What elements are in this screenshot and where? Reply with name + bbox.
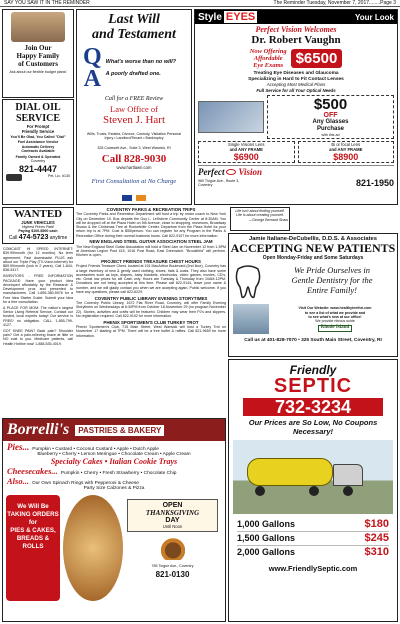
eyes-brand2: EYES xyxy=(225,11,256,23)
borrelli-ad xyxy=(2,418,226,622)
lawyer-web[interactable]: www.hartlawri.com xyxy=(116,164,152,170)
septic-web[interactable]: www.FriendlySeptic.com xyxy=(268,564,358,573)
quote-author: —George Bernard Shaw xyxy=(248,217,288,222)
dial-f3: Contracts Available xyxy=(21,148,55,153)
bulletin-head: PROJECT FRIENDS TREASURE CHEST HOURS xyxy=(101,259,201,265)
wanted-ad xyxy=(2,207,74,244)
price-value: $245 xyxy=(364,532,389,544)
dentist-ortho: We provide nitrous oxide xyxy=(315,319,355,324)
bulletin-body: The New England Steel Guitar Association will hold a Steel Jam on November 12 from 1-5PM at American Legion Post 415, 1016 Post Road, East Greenwich. "Brookfield" will perform. Kitchen is open. xyxy=(76,244,226,258)
orders-line: ROLLS xyxy=(22,543,44,550)
card-logos xyxy=(77,188,191,206)
price-row xyxy=(237,532,389,546)
orders-line: PIES & CAKES, xyxy=(10,527,56,534)
dentist-visit[interactable]: Visit Our Website: www.healthyteethri.com xyxy=(298,306,372,311)
lawyer-ad xyxy=(76,9,192,205)
dial-oil-name1: DIAL OIL xyxy=(15,102,61,113)
borrelli-name: Borrelli's xyxy=(7,421,70,438)
borrelli-also-list2: Party Size Calzones & Pizza xyxy=(83,486,145,491)
dial-f2: Automatic Delivery xyxy=(21,144,55,149)
eyes-medical: Accepting Most Medical Plans xyxy=(266,82,326,88)
dentist-slogan3: Entire Family! xyxy=(307,285,357,295)
visa-icon xyxy=(122,195,132,201)
wanted-call: Call xyxy=(8,234,18,241)
dentist-free: to see a list of what we provide and xyxy=(304,310,366,315)
septic-ad xyxy=(228,359,398,622)
borrelli-cheesecakes: Cheesecakes... xyxy=(7,466,58,476)
lawyer-phone: Call 828-9030 xyxy=(101,152,167,165)
eyes-brand3: Your Look xyxy=(355,13,394,22)
eyes-welcome: Perfect Vision Welcomes xyxy=(255,25,337,34)
bulletin-column xyxy=(76,207,226,416)
bulletin-head: COVENTRY PARKS & RECREATION TRIPS xyxy=(106,207,196,212)
classified-item: COMCAST HI SPEED INTERNET: $39.99/month (for 12 months). No term agreement. Fast downloads! PLUS ask about our Triple Play (TV-Voice-Internet) for $89.99/month (lock in 2 years). Call 1-844-838-5317. xyxy=(3,247,73,273)
eyes-office-photo xyxy=(198,101,264,133)
borrelli-also: Also... xyxy=(7,476,29,486)
eyes-single-frame: and ANY FRAME xyxy=(229,147,263,153)
classified-item: INVENTORS - FREE INFORMATION PACKAGE: Have your product idea developed affordably by the Research & Development pros and presented to manufacturers. Call 1-855-380-5976 for a Free Idea Starter Guide. Submit your idea for a free consultation. xyxy=(3,274,73,305)
price-value: $180 xyxy=(364,518,389,530)
dentist-hours: Open Monday-Friday and Some Saturdays xyxy=(262,255,364,261)
eyes-coupon-amount: $500 xyxy=(313,96,348,113)
orders-line: BREADS & xyxy=(16,535,50,542)
bulletin-body: Project Friends Treasure Chest, located at 191 MacArthur Boulevard (2nd floor), Coventry has a large inventory of new & gently used clothing, shoes, hats & coats. They also have some accessories such as toys, diapers, baby blankets, electronics, video games, movies, CD's, etc. Great low prices for all! Cash only. Hours are Tuesday & Thursday from 10AM-12PM. Donations are not being accepted at this time. Please call 822-9144, leave your name & number, and we will gladly contact you when we are accepting again. Public welcome. If you have any questions, please call 822-6229. xyxy=(76,264,226,295)
family-photo xyxy=(233,304,269,334)
eyes-coupon-off: OFF xyxy=(323,112,338,119)
price-value: $310 xyxy=(364,546,389,558)
eyes-doctor: Dr. Robert Vaughn xyxy=(251,34,341,46)
borrelli-address: 785 Tiogue Ave., Coventry xyxy=(151,564,194,568)
thanksgiving-sign xyxy=(127,499,218,532)
truck-icon xyxy=(247,458,367,498)
quote-box xyxy=(230,207,290,231)
eyes-single-label: Single Visions Lens xyxy=(228,142,265,148)
eyes-exam-price: $6500 xyxy=(291,49,343,68)
happy-line3: of Customers xyxy=(18,60,58,68)
lawyer-answer: A poorly drafted one. xyxy=(105,71,161,77)
lawyer-address: 328 Cowesett Ave., Suite 3, West Warwick, RI xyxy=(97,145,171,150)
dentist-address: Call us at 401-828-7070 • 325 South Main Street, Coventry, RI xyxy=(244,338,382,343)
dentist-ad xyxy=(228,233,398,357)
eyes-vision: Vision xyxy=(238,167,262,178)
eyes-now2: Affordable xyxy=(253,55,283,62)
bulletin-body: Phenix Sportsmen's Club, 715 Main Street, West Warwick will host a Turkey Trot on November 17 starting at 7PM. There will be a free buffet & raffles. Call 821-9659 for more information. xyxy=(76,324,226,338)
septic-phone: 732-3234 xyxy=(243,398,383,416)
classified-item: A PLACE FOR MOM: The nation's largest Senior Living Referral Service. Contact our trusted, local experts today! Our service is FREE/ no obligation. CALL 1-855-799-4127. xyxy=(3,305,73,328)
q-letter: Q xyxy=(83,44,102,70)
dial-town: Coventry xyxy=(30,159,46,164)
open-line2: THANKSGIVING xyxy=(145,509,200,517)
borrelli-specialty: Specialty Cakes • Italian Cookie Trays xyxy=(50,457,178,466)
bulletin-head: PHENIX SPORTSMEN'S CLUB TURKEY TROT xyxy=(103,319,199,325)
eyes-now3: Eye Exams xyxy=(253,62,284,69)
price-label: 2,000 Gallons xyxy=(237,547,296,557)
happy-line2: Happy Family xyxy=(16,52,60,60)
header-right: The Reminder Tuesday, November 7, 2017........Page 3 xyxy=(273,0,396,6)
wanted-highest: Highest Prices Paid! xyxy=(21,225,55,229)
wanted-phone: 474-5723 xyxy=(18,233,49,241)
bulletin-head: COVENTRY PUBLIC LIBRARY EVENING STORYTIMES xyxy=(94,295,208,301)
family-photo xyxy=(11,12,65,42)
lawyer-question: What's worse than no will? xyxy=(105,59,177,65)
bulletin-head: NEW ENGLAND STEEL GUITAR ASSOCIATION STEEL JAM xyxy=(89,239,213,245)
borrelli-pies-list2: Blueberry • Cherry • Lemon Meringue • Chocolate Cream • Apple Cream xyxy=(37,452,191,457)
dentist-name: Jamie Italiane-DeCubellis, D.D.S. & Associates xyxy=(248,236,377,242)
bulletin-body: The Coventry Parks and Recreation Department will host a trip by motor coach to New York City on December 10. Bus departs the Guy L. LeSsbvre Community Center at 8:30AM. You will be dropped off at the Plaza Hotel on 5th Avenue, close to shopping, museums, Broadway Shows & the Christmas Tree at Rockefeller Center. Departure from the Plaza Hotel for your return trip is at 7PM. Cost is $55/person. You can register for any Program in the Parks & Recreation Office during their normal business hours. Call 822-9107 for more information. xyxy=(76,212,226,238)
wanted-anytime: anytime xyxy=(49,234,68,241)
classifieds-column xyxy=(3,247,73,415)
borrelli-pies: Pies... xyxy=(7,442,30,452)
eyes-store-address: 960 Tiogue Ave., Route 3, Coventry xyxy=(198,179,240,188)
eyes-treating: Treating Eye Diseases and Glaucoma xyxy=(253,71,339,76)
lawyer-firm: Law Office of xyxy=(110,104,158,114)
dial-oil-name2: SERVICE xyxy=(15,113,61,124)
open-line4: Until Noon xyxy=(162,524,183,529)
lawyer-consult: First Consultation at No Charge xyxy=(91,177,177,185)
open-line3: DAY xyxy=(165,517,180,524)
style-eyes-ad xyxy=(194,9,398,205)
eyes-coupon-purchase: Purchase xyxy=(316,126,344,132)
eyes-perfect: Perfect xyxy=(198,167,225,178)
header-left: SAY YOU SAW IT IN THE REMINDER xyxy=(4,0,90,6)
dentist-slogan1: We Pride Ourselves in xyxy=(294,265,370,275)
lawyer-call: Call for a FREE Review xyxy=(104,96,164,102)
borrelli-pies-list: Pumpkin • Custard • Coconut Custard • Apple • Dutch Apple xyxy=(32,447,159,452)
dial-oil-ad xyxy=(2,99,74,205)
pastry-photo xyxy=(63,495,123,601)
septic-slogan: Our Prices are So Low, No Coupons Necessary! xyxy=(248,418,378,436)
orders-line: TAKING ORDERS xyxy=(7,511,59,518)
borrelli-phone: 821-0130 xyxy=(155,570,190,580)
happy-sub: Ask about our flexible budget plans! xyxy=(9,70,67,74)
eyes-bifocal-frame: and ANY FRAME xyxy=(329,147,363,153)
fuel-truck-icon xyxy=(6,174,22,181)
dial-f1: Fuel Assistance Vendor xyxy=(17,140,59,145)
septic-brand2: SEPTIC xyxy=(273,375,353,397)
eyes-bifocal-price: $8900 xyxy=(333,152,359,163)
eyes-store-phone: 821-1950 xyxy=(355,178,394,189)
borrelli-cheese-list: Pumpkin • Cherry • Fresh Strawberry • Chocolate Chip xyxy=(60,471,177,476)
eyes-brand1: Style xyxy=(198,12,222,23)
wanted-title: WANTED xyxy=(13,208,63,220)
page-header xyxy=(0,0,400,7)
open-line1: OPEN xyxy=(162,502,183,509)
classified-item: GOT KNEE PAIN? Back pain? Shoulder pain? Get a pain-relieving brace at little or NO cost to you. Medicare patients, call Health Hotline now! 1-888-535-4019. xyxy=(3,328,73,346)
tooth-icon xyxy=(233,265,263,299)
dentist-offer: to see what's new at our office! xyxy=(308,314,362,319)
eyes-full: Full Service for all Your Optical Needs xyxy=(256,87,336,93)
quote-text: Life isn't about finding yourself. Life is about creating yourself. xyxy=(235,209,285,218)
septic-truck-image xyxy=(233,440,393,514)
dial-f4: Family Owned & Operated xyxy=(15,155,61,160)
orders-line: for xyxy=(28,519,38,526)
happy-line1: Join Our xyxy=(24,44,52,52)
borrelli-tag: PASTRIES & BAKERY xyxy=(75,425,164,436)
dial-phone: 821-4447 xyxy=(18,163,58,174)
eyes-bifocal-label: Bi or focal Lens xyxy=(331,142,361,148)
dial-lic: Pet. Lic. #130 xyxy=(48,173,70,178)
eyes-single-price: $6900 xyxy=(233,152,259,163)
septic-brand1: Friendly xyxy=(289,363,337,377)
lawyer-services: Wills, Trusts, Estates, Divorce, Custody, Visitation Personal Injury • Landlord/Tenant • Bankruptcy xyxy=(86,132,182,141)
dial-quote: You'll Be Glad, You Called "Dial" xyxy=(10,135,66,139)
happy-family-ad xyxy=(2,9,74,98)
eyes-coupon-any: Any Glasses xyxy=(312,119,349,125)
turkey-icon xyxy=(159,536,187,560)
eyes-coupon-note: with this ad xyxy=(321,133,340,137)
eyes-specializing: Specializing in Hard to Fit Contact Lenses xyxy=(248,76,344,82)
dial-tag2: Friendly Service xyxy=(21,129,55,134)
price-row xyxy=(237,518,389,532)
orders-line: We Will Be xyxy=(17,503,49,510)
eyes-now1: Now Offering xyxy=(249,48,287,55)
wanted-paying: Paying $100-$500 cash xyxy=(18,229,58,234)
dentist-accepting: ACCEPTING NEW PATIENTS xyxy=(230,241,396,255)
price-label: 1,500 Gallons xyxy=(237,533,296,543)
will-title2: and Testament xyxy=(92,27,176,42)
mastercard-icon xyxy=(136,195,146,201)
dentist-slogan2: Gentle Dentistry for the xyxy=(291,275,373,285)
dial-tag1: For Prompt xyxy=(26,124,50,129)
wanted-sub: JUNK VEHICLES xyxy=(21,220,55,225)
lawyer-name: Steven J. Hart xyxy=(102,114,165,126)
rhode-island-badge: Rhode Island xyxy=(318,325,352,331)
price-label: 1,000 Gallons xyxy=(237,519,296,529)
eye-logo-icon xyxy=(226,169,236,175)
will-title1: Last Will xyxy=(108,12,160,27)
price-row xyxy=(237,546,389,559)
bulletin-body: The Coventry Public Library, 1672 Flat River Road, Coventry, will offer Family Evening Storytimes on Wednesdays at 6:30PM from October 18-November 29 (no program November 22). Stories, activities and crafts will be featured. Children may wear their PJ's and slippers. No registration required. Call 822-9102 for more information. xyxy=(76,301,226,318)
borrelli-also-list: Our Own Spinach Rings with Pepperoni & Cheese xyxy=(31,481,139,486)
orders-badge xyxy=(6,495,60,601)
a-letter: A xyxy=(83,66,101,92)
